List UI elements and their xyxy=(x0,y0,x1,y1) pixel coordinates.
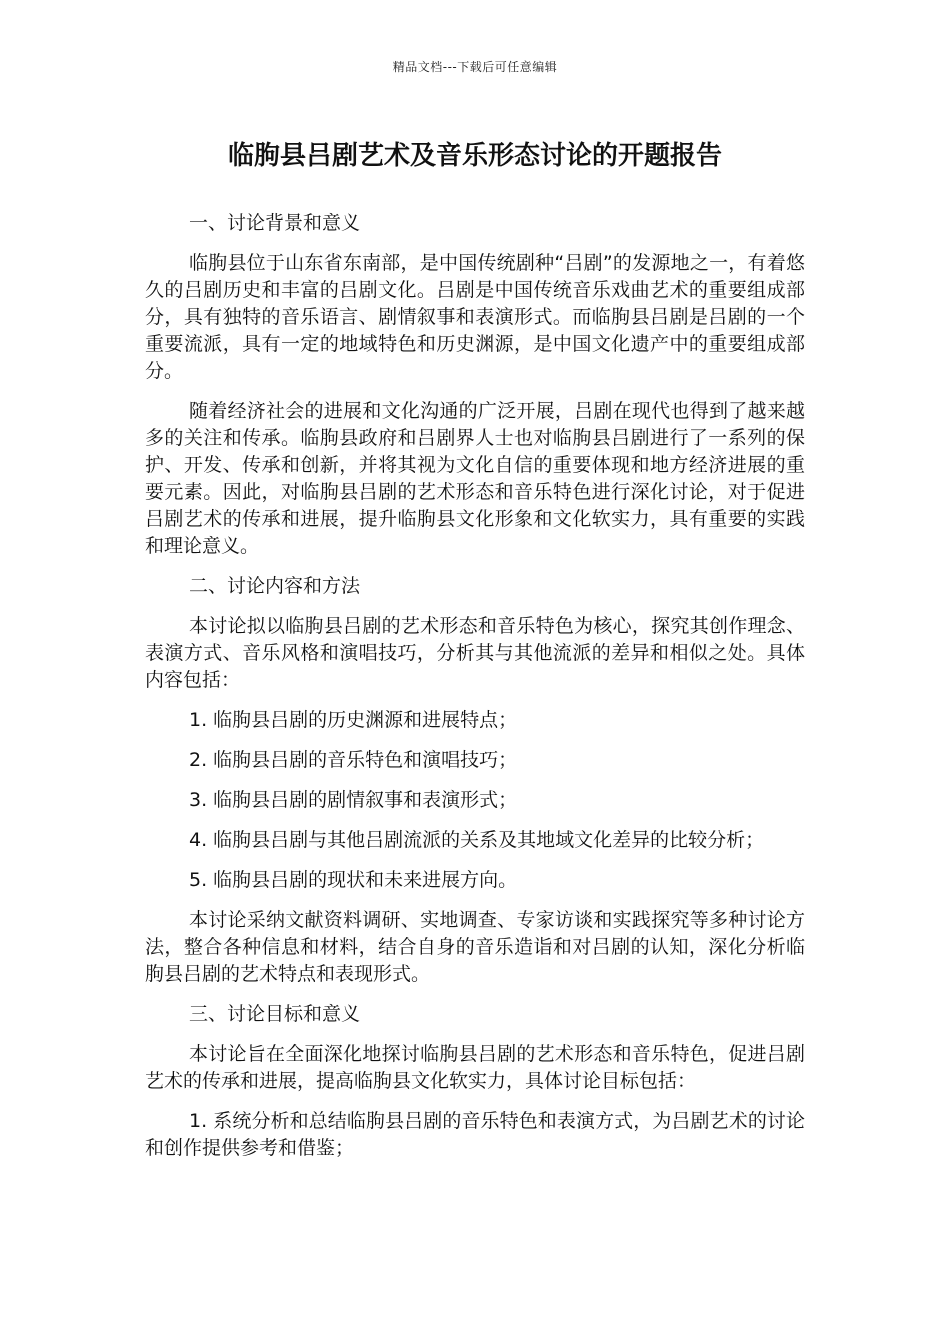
paragraph-background-1: 临朐县位于山东省东南部，是中国传统剧种“吕剧”的发源地之一，有着悠久的吕剧历史和丰富的吕剧文化。吕剧是中国传统音乐戏曲艺术的重要组成部分，具有独特的音乐语言、剧情叙事和表演形式。而临朐县吕剧是吕剧的一个重要流派，具有一定的地域特色和历史渊源，是中国文化遗产中的重要组成部分。 xyxy=(145,252,805,382)
paragraph-content-intro: 本讨论拟以临朐县吕剧的艺术形态和音乐特色为核心，探究其创作理念、表演方式、音乐风格和演唱技巧，分析其与其他流派的差异和相似之处。具体内容包括： xyxy=(145,615,805,691)
list-item: 2. 临朐县吕剧的音乐特色和演唱技巧； xyxy=(189,749,518,771)
section-heading-goals: 三、讨论目标和意义 xyxy=(189,1003,361,1025)
paragraph-background-2: 随着经济社会的进展和文化沟通的广泛开展，吕剧在现代也得到了越来越多的关注和传承。临朐县政府和吕剧界人士也对临朐县吕剧进行了一系列的保护、开发、传承和创新，并将其视为文化自信的重要体现和地方经济进展的重要元素。因此，对临朐县吕剧的艺术形态和音乐特色进行深化讨论，对于促进吕剧艺术的传承和进展，提升临朐县文化形象和文化软实力，具有重要的实践和理论意义。 xyxy=(145,400,805,557)
paragraph-method: 本讨论采纳文献资料调研、实地调查、专家访谈和实践探究等多种讨论方法，整合各种信息和材料，结合自身的音乐造诣和对吕剧的认知，深化分析临朐县吕剧的艺术特点和表现形式。 xyxy=(145,909,805,985)
document-body xyxy=(145,210,805,1175)
paragraph-goals-intro: 本讨论旨在全面深化地探讨临朐县吕剧的艺术形态和音乐特色，促进吕剧艺术的传承和进展，提高临朐县文化软实力，具体讨论目标包括： xyxy=(145,1043,805,1092)
list-item: 5. 临朐县吕剧的现状和未来进展方向。 xyxy=(189,869,518,891)
list-item: 3. 临朐县吕剧的剧情叙事和表演形式； xyxy=(189,789,518,811)
page-header: 精品文档---下载后可任意编辑 xyxy=(392,60,558,74)
list-item: 1. 临朐县吕剧的历史渊源和进展特点； xyxy=(189,709,518,731)
section-heading-background: 一、讨论背景和意义 xyxy=(189,212,361,234)
section-heading-content-method: 二、讨论内容和方法 xyxy=(189,575,361,597)
document-title: 临朐县吕剧艺术及音乐形态讨论的开题报告 xyxy=(227,141,722,171)
list-item: 1. 系统分析和总结临朐县吕剧的音乐特色和表演方式，为吕剧艺术的讨论和创作提供参考和借鉴； xyxy=(145,1110,805,1159)
list-item: 4. 临朐县吕剧与其他吕剧流派的关系及其地域文化差异的比较分析； xyxy=(189,829,765,851)
